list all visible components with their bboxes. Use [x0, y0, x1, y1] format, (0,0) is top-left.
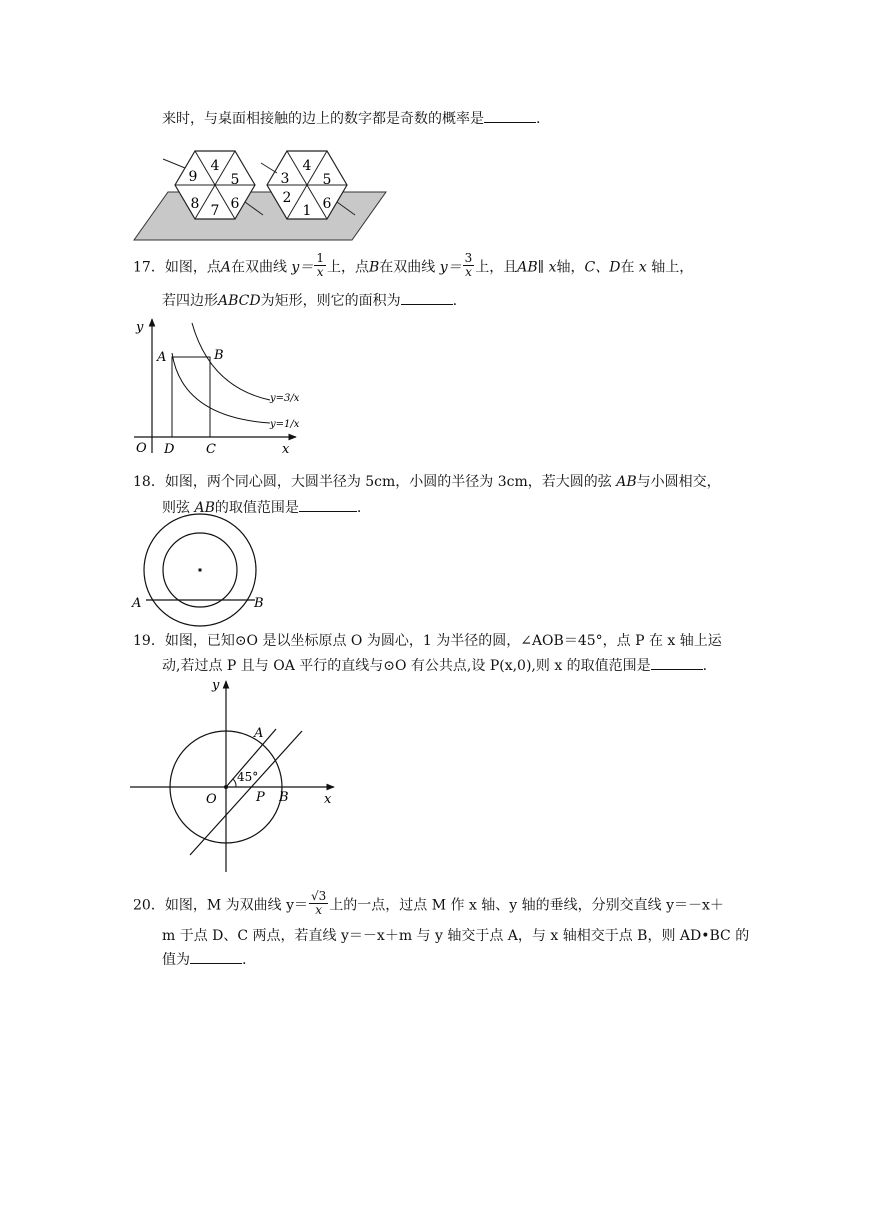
q17-line2: 若四边形ABCD为矩形，则它的面积为 . [162, 290, 457, 310]
center-point [199, 569, 202, 572]
q17-fraction-1-over-x: $\frac{1}{x}$ [316, 251, 324, 279]
hex-right-digit-6: 6 [322, 196, 332, 212]
rectangle-abcd [172, 357, 210, 437]
hex-left-digit-5: 5 [230, 172, 240, 188]
q20-answer-blank[interactable] [190, 949, 242, 964]
svg-text:A: A [132, 596, 142, 611]
svg-text:C: C [206, 442, 216, 457]
q16-text: 来时，与桌面相接触的边上的数字都是奇数的概率是 . [162, 108, 540, 128]
hex-left-digit-6: 6 [230, 196, 240, 212]
label-y-3-over-x: y=3/x [270, 393, 300, 404]
svg-text:y: y [212, 678, 220, 693]
svg-text:O: O [206, 792, 217, 807]
svg-text:x: x [282, 442, 290, 457]
svg-text:D: D [164, 442, 175, 457]
svg-text:B: B [279, 790, 289, 805]
curve-1-over-x [172, 353, 270, 423]
angle-label: 45° [237, 770, 259, 784]
q20-number: 20． [133, 897, 165, 914]
hex-left-digit-7: 7 [210, 203, 220, 219]
q19-answer-blank[interactable] [651, 655, 703, 670]
q16-figure-hexagons [130, 145, 370, 245]
q20-line3: 值为 . [162, 949, 246, 969]
hex-right-digit-3: 3 [280, 171, 290, 187]
q17-line1: 17．如图，点A在双曲线 y＝ $\frac{1}{x}$ 上，点B在双曲线 y＝ $\frac{3}{x}$ 上，且AB∥ x轴，C、D在 x 轴上， [133, 251, 694, 279]
hex-right-digit-1: 1 [302, 203, 312, 219]
q17-figure-hyperbolas [130, 315, 310, 460]
hex-right-digit-5: 5 [322, 172, 332, 188]
table-plane [134, 192, 386, 240]
hex-left-digit-4: 4 [210, 158, 220, 174]
svg-text:B: B [254, 596, 264, 611]
q19-line1: 19．如图，已知⊙O 是以坐标原点 O 为圆心，1 为半径的圆，∠AOB＝45°，点 P 在 x 轴上运 [133, 633, 722, 649]
svg-text:B: B [214, 348, 224, 363]
q20-line1: 20．如图，M 为双曲线 y＝ $\frac{√3}{x}$ 上的一点，过点 M 作 x 轴、y 轴的垂线，分别交直线 y＝－x＋ [133, 889, 724, 917]
svg-text:A: A [254, 726, 264, 741]
q17-number: 17． [133, 259, 165, 276]
q18-figure-concentric-circles [132, 515, 272, 615]
q16-tail-text: 来时，与桌面相接触的边上的数字都是奇数的概率是 [162, 111, 484, 127]
q17-answer-blank[interactable] [401, 290, 453, 305]
q19-figure-unit-circle [130, 677, 340, 872]
hex-left-digit-8: 8 [190, 196, 200, 212]
hex-right-digit-4: 4 [302, 158, 312, 174]
svg-text:P: P [256, 790, 265, 805]
q16-answer-blank[interactable] [484, 108, 536, 123]
q18-number: 18． [133, 474, 165, 490]
q18-line1: 18．如图，两个同心圆，大圆半径为 5cm，小圆的半径为 3cm，若大圆的弦 AB与小圆相交， [133, 474, 721, 490]
q18-line2: 则弦 AB的取值范围是 . [162, 497, 361, 517]
q17-fraction-3-over-x: $\frac{3}{x}$ [464, 251, 473, 279]
q18-answer-blank[interactable] [299, 497, 357, 512]
svg-text:O: O [136, 441, 147, 456]
svg-text:A: A [157, 350, 167, 365]
angle-arc [233, 779, 236, 787]
hex-right-digit-2: 2 [282, 190, 292, 206]
svg-text:y: y [136, 320, 144, 335]
q20-line2: m 于点 D、C 两点，若直线 y＝－x＋m 与 y 轴交于点 A，与 x 轴相交于点 B，则 AD•BC 的 [162, 928, 750, 944]
curve-3-over-x [192, 323, 270, 400]
q20-fraction-sqrt3-over-x: $\frac{√3}{x}$ [310, 889, 327, 917]
svg-text:x: x [324, 792, 332, 807]
label-y-1-over-x: y=1/x [270, 419, 300, 430]
q19-number: 19． [133, 633, 165, 649]
hex-left-digit-9: 9 [188, 169, 198, 185]
q19-line2: 动,若过点 P 且与 OA 平行的直线与⊙O 有公共点,设 P(x,0),则 x 的取值范围是 . [162, 655, 707, 675]
